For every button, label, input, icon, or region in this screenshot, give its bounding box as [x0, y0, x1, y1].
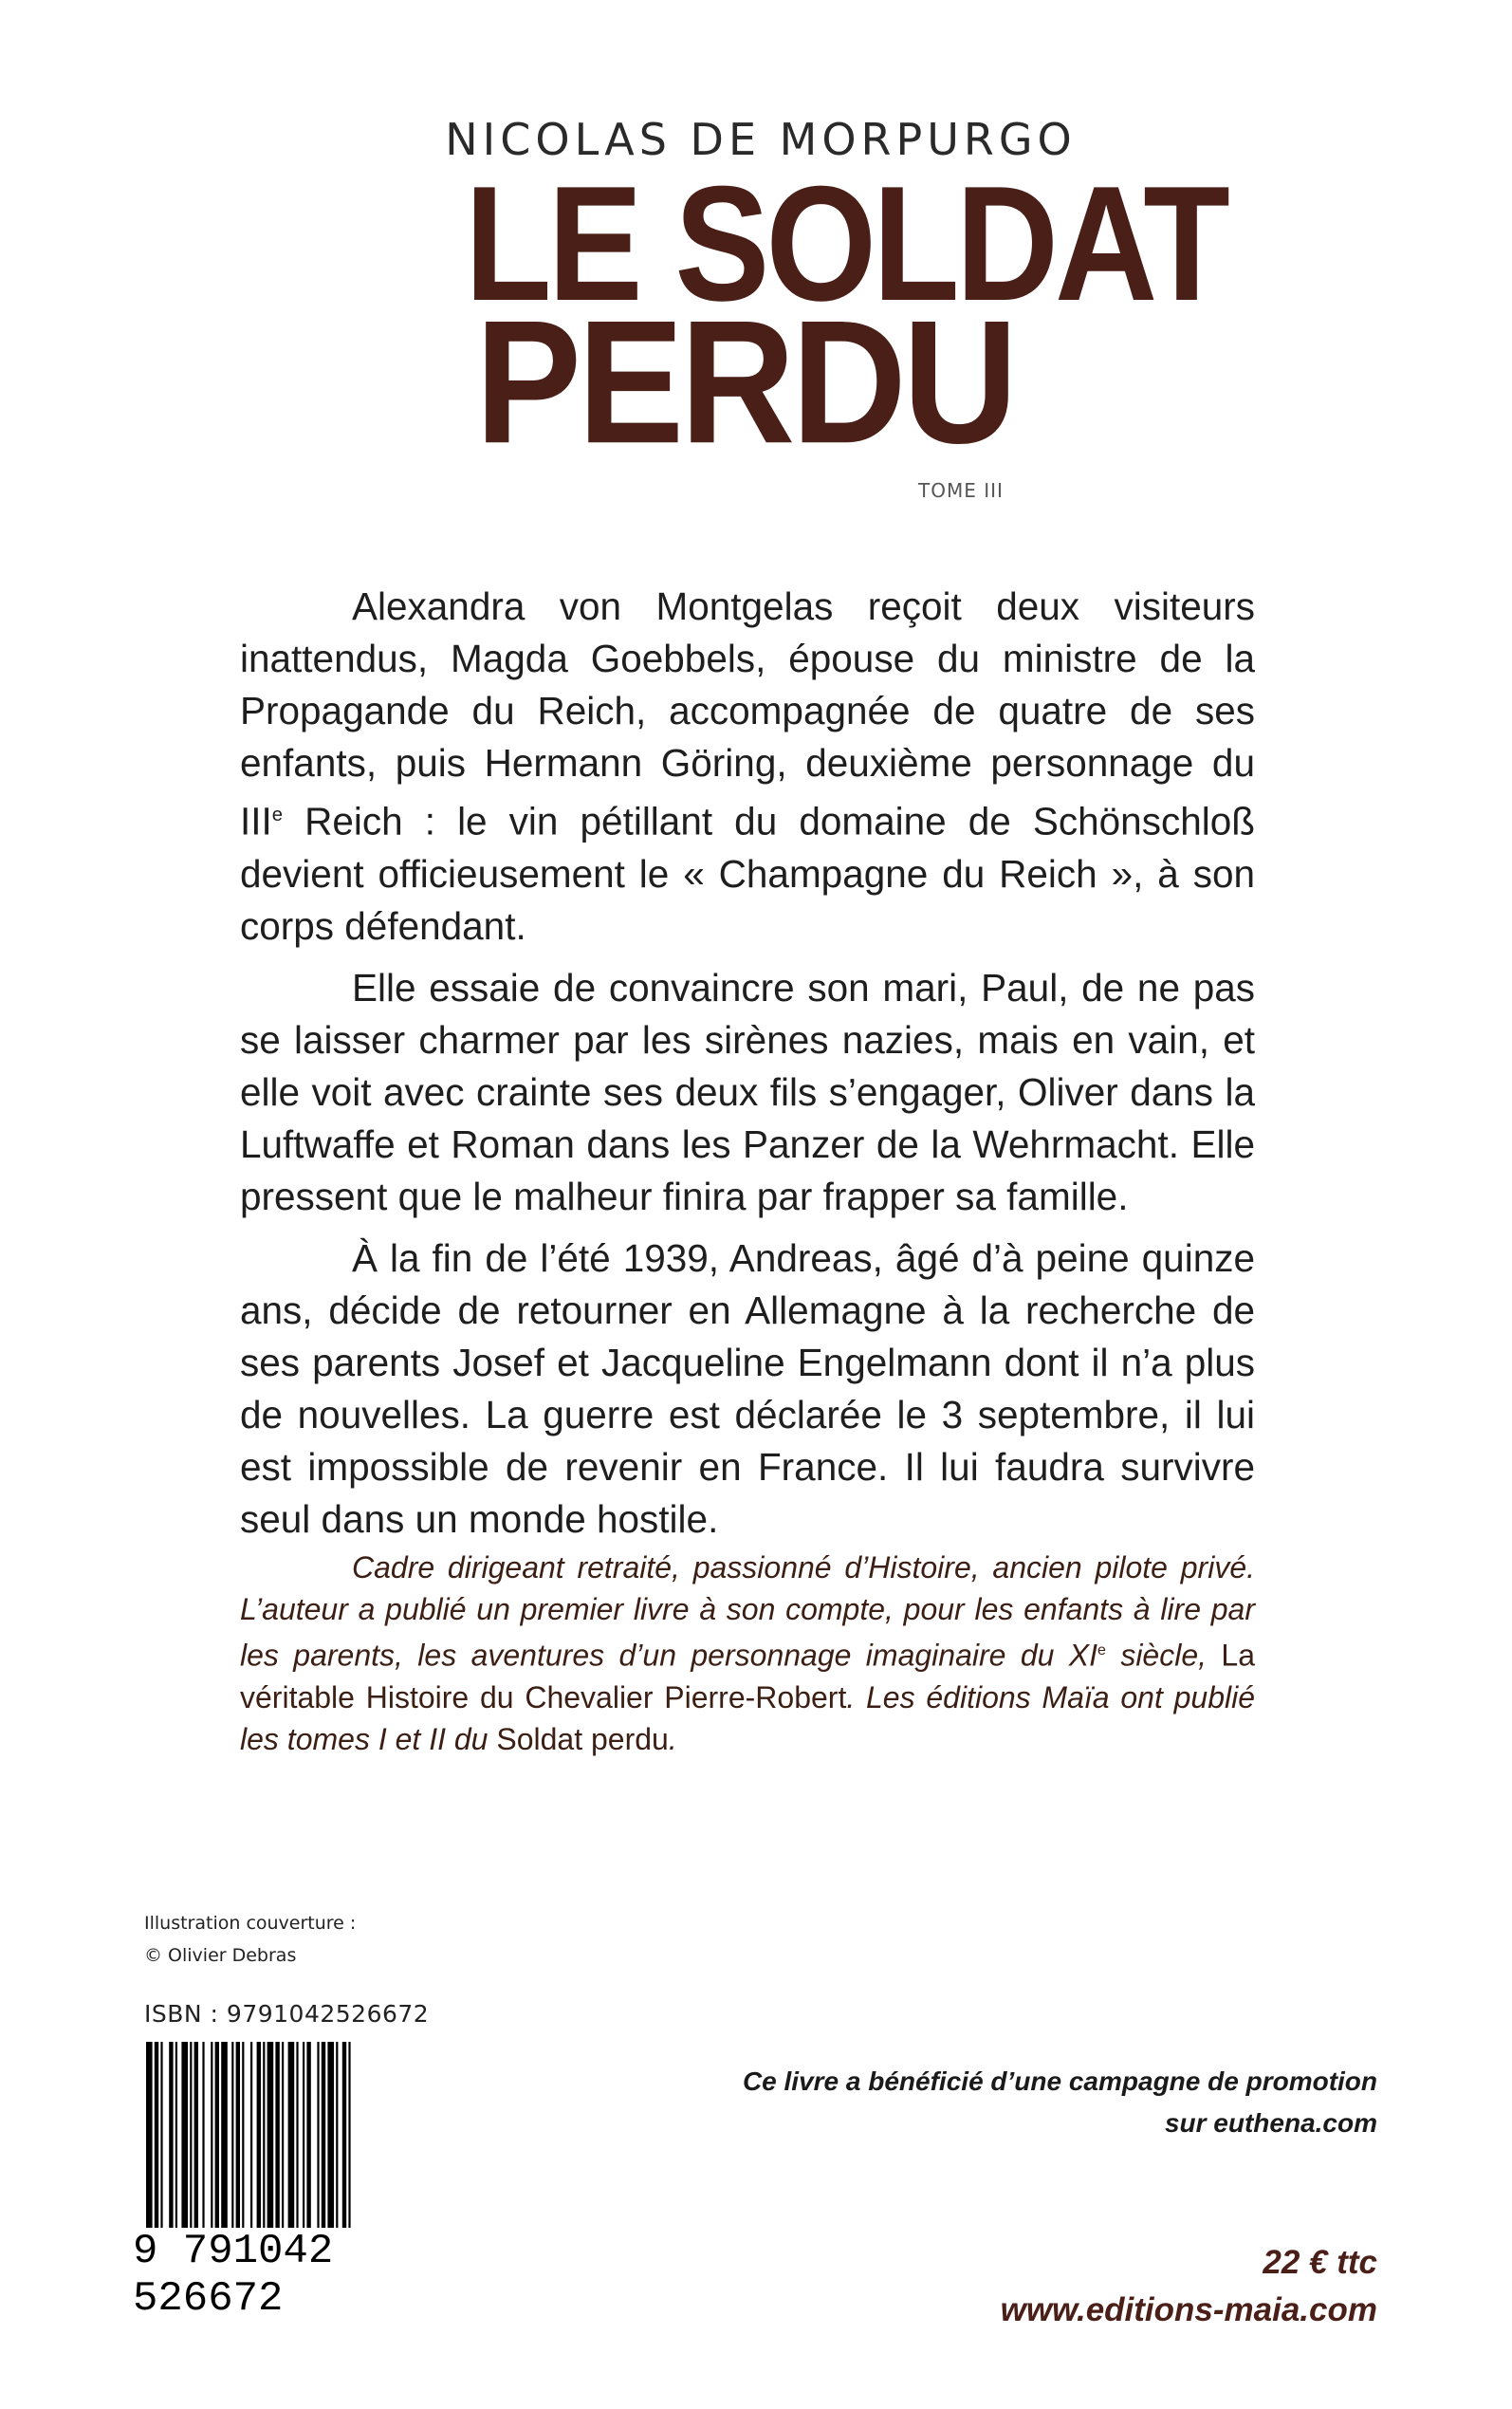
barcode-bar: [296, 2042, 298, 2232]
book-reference: Soldat perdu: [496, 1721, 669, 1756]
barcode-bar: [267, 2042, 274, 2232]
synopsis-paragraph-2: Elle essaie de convaincre son mari, Paul, de ne pas se laisser charmer par les sirènes nazies, mais en vain, et elle voit avec crainte ses deux fils s’engager, Oliver dans la Luftwaffe et Roman dans les Panzer de la Wehrmacht. Elle pressent que le malheur finira par frapper sa famille.: [240, 965, 1255, 1218]
barcode-bar: [257, 2042, 261, 2246]
barcode-bar: [327, 2042, 334, 2232]
barcode-bar: [317, 2042, 319, 2232]
barcode-bar: [194, 2042, 198, 2232]
barcode-bar: [146, 2042, 153, 2246]
isbn-label: ISBN : 9791042526672: [144, 2000, 430, 2028]
volume-label: TOME III: [918, 479, 1004, 502]
barcode-bar: [175, 2042, 177, 2232]
book-title-line-1: LE SOLDAT: [465, 151, 1226, 335]
barcode-bar: [288, 2042, 295, 2232]
barcode-bar: [322, 2042, 325, 2232]
barcode-bar: [155, 2042, 158, 2246]
promotion-note: Ce livre a bénéficié d’une campagne de promotion sur euthena.com: [742, 2066, 1377, 2138]
barcode-bar: [202, 2042, 204, 2232]
synopsis: [240, 581, 1255, 1555]
author-name: NICOLAS DE MORPURGO: [445, 114, 1077, 165]
barcode-bar: [211, 2042, 212, 2232]
barcode-bar: [303, 2042, 304, 2232]
barcode-bars: [133, 2042, 446, 2246]
barcode-bar: [169, 2042, 173, 2232]
barcode: [133, 2042, 446, 2323]
author-bio: Cadre dirigeant retraité, passionné d’Histoire, ancien pilote privé. L’auteur a publié un premier livre à son compte, pour les enfants à lire par les parents, les aventures d’un personnage imaginaire du XIe siècle, La véritable Histoire du Chevalier Pierre-Robert. Les éditions Maïa ont publié les tomes I et II du Soldat perdu.: [240, 1550, 1256, 1756]
book-title-line-2: PERDU: [474, 284, 1015, 480]
barcode-bar: [348, 2042, 350, 2246]
barcode-bar: [190, 2042, 192, 2232]
barcode-bar: [160, 2042, 162, 2232]
book-reference: La véritable Histoire du Chevalier Pierre-Robert: [240, 1638, 1256, 1714]
price: 22 € ttc: [1263, 2244, 1377, 2281]
publisher-website: www.editions-maia.com: [1000, 2291, 1377, 2328]
barcode-bar: [236, 2042, 240, 2232]
barcode-digits: 9 791042 526672: [133, 2228, 446, 2323]
illustration-credit: Illustration couverture : © Olivier Debras: [144, 1913, 357, 1966]
barcode-bar: [306, 2042, 310, 2232]
barcode-bar: [231, 2042, 233, 2232]
barcode-bar: [215, 2042, 219, 2232]
barcode-bar: [282, 2042, 284, 2232]
barcode-bar: [242, 2042, 244, 2232]
synopsis-paragraph-1: Alexandra von Montgelas reçoit deux visiteurs inattendus, Magda Goebbels, épouse du ministre de la Propagande du Reich, accompagnée de quatre de ses enfants, puis Hermann Göring, deuxième personnage du IIIe Reich : le vin pétillant du domaine de Schönschloß devient officieusement le « Champagne du Reich », à son corps défendant.: [240, 584, 1255, 948]
barcode-bar: [275, 2042, 279, 2232]
barcode-bar: [342, 2042, 346, 2232]
barcode-bar: [221, 2042, 228, 2232]
barcode-bar: [336, 2042, 338, 2232]
synopsis-paragraph-3: À la fin de l’été 1939, Andreas, âgé d’à peine quinze ans, décide de retourner en Allemagne à la recherche de ses parents Josef et Jacqueline Engelmann dont il n’a plus de nouvelles. La guerre est déclarée le 3 septembre, il lui est impossible de revenir en France. Il lui faudra survivre seul dans un monde hostile.: [240, 1235, 1255, 1541]
barcode-bar: [250, 2042, 252, 2246]
barcode-bar: [181, 2042, 188, 2232]
barcode-bar: [263, 2042, 265, 2232]
